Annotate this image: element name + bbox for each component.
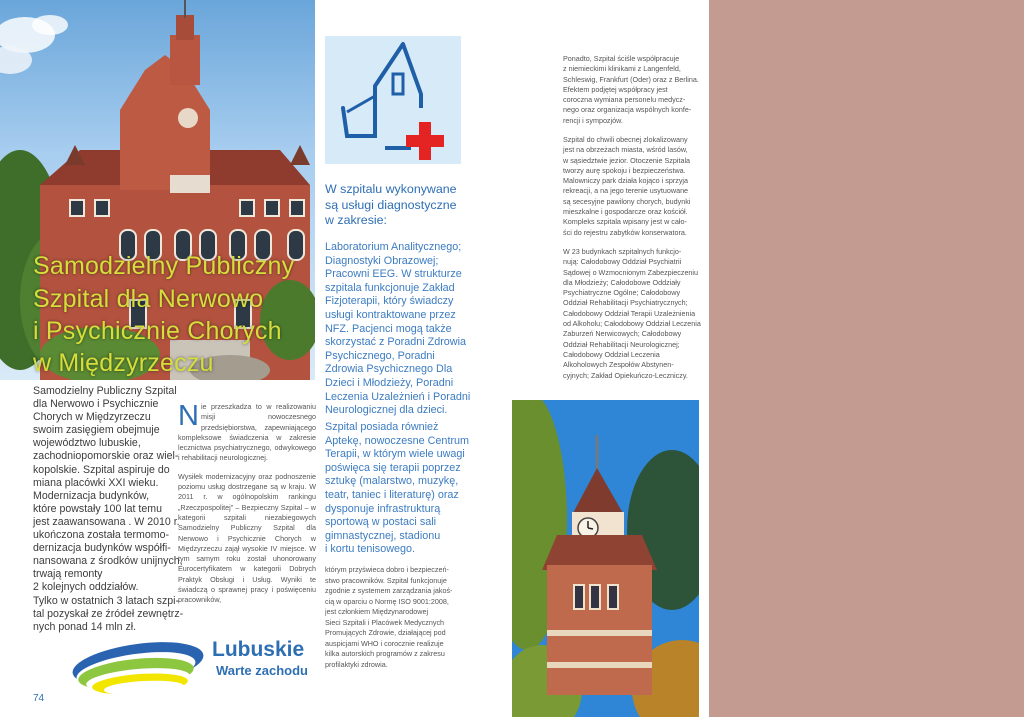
- heading-line: W szpitalu wykonywane: [325, 182, 457, 196]
- diag-line: Diagnostyki Obrazowej;: [325, 254, 439, 267]
- quality-line: zgodnie z systemem zarządzania jakoś-: [325, 586, 453, 595]
- title-line-1: Samodzielny Publiczny: [33, 252, 295, 280]
- diagnostics-list: [325, 241, 471, 418]
- dropcap: N: [178, 400, 199, 432]
- right-line: Całodobowy Oddział Terapii Uzależnienia: [563, 308, 696, 318]
- diagnostics-heading: [325, 182, 465, 229]
- intro-text: [33, 385, 184, 634]
- intro-line: nych ponad 14 mln zł.: [33, 620, 137, 633]
- hospital-building-photo: [0, 0, 315, 380]
- intro-line: swoim zasięgiem obejmuje: [33, 424, 160, 437]
- title-line-3: i Psychicznie Chorych: [33, 317, 282, 345]
- intro-line: które powstały 100 lat temu: [33, 502, 162, 515]
- right-line: tworzy aurę spokoju i bezpieczeństwa.: [563, 165, 686, 175]
- right-line: Oddział Rehabilitacji Psychiatrycznych;: [563, 298, 688, 308]
- apteka-text: [325, 421, 470, 557]
- right-line: w sąsiedztwie jezior. Otoczenie Szpitala: [563, 155, 691, 165]
- right-line: Efektem podjętej współpracy jest: [563, 84, 668, 94]
- quality-line: jest członkiem Międzynarodowej: [325, 607, 429, 616]
- diag-line: Dzieci i Młodzieży, Poradni: [325, 376, 454, 389]
- right-line: Sądowej o Wzmocnionym Zabezpieczeniu: [563, 267, 699, 277]
- diag-line: Pracowni EEG. W strukturze: [325, 268, 462, 281]
- diag-line: Psychicznego, Poradni: [325, 349, 435, 362]
- title-line-4: w Międzyrzeczu: [33, 349, 214, 377]
- right-line: rekreacji, a na jego terenie usytuowane: [563, 186, 689, 196]
- right-line: dla Młodzieży; Całodobowe Oddziały: [563, 277, 681, 287]
- quality-line: cią w oparciu o Normę ISO 9001:2008,: [325, 596, 449, 606]
- intro-line: zachodniopomorskie oraz wiel-: [33, 450, 179, 463]
- hospital-church-icon: [325, 36, 461, 164]
- right-line: jest na obrzeżach miasta, wśród lasów,: [563, 145, 688, 155]
- intro-line: jest zaawansowana . W 2010 r.: [33, 515, 180, 528]
- right-line: Zaburzeń Nerwicowych; Całodobowy: [563, 329, 682, 339]
- intro-line: dernizacja budynków współfi-: [33, 542, 171, 555]
- apteka-line: Aptekę, nowoczesne Centrum: [325, 434, 470, 447]
- mission-paragraph-text: ie przeszkadza to w realizowaniu misji nowoczesnego przedsiębiorstwa, zapewniającego kompleksowe świadczenia w zakresie lecznictwa psychiatrycznego, odwykowego i rehabilitacji neurologicznej.: [178, 402, 316, 463]
- title-line-2: Szpital dla Nerwowo: [33, 285, 264, 313]
- diag-line: Zdrowia Psychicznego Dla: [325, 363, 453, 376]
- mission-text: [178, 402, 316, 614]
- right-line: Alkoholowych Zespołów Abstynen-: [563, 360, 674, 370]
- right-line: nego oraz organizacja wspólnych konfe-: [563, 105, 692, 115]
- location-text: [563, 135, 699, 238]
- quality-line: Promujących Zdrowie, działającej pod: [325, 628, 446, 637]
- apteka-line: dysponuje infrastrukturą: [325, 502, 441, 515]
- quality-line: profilaktyki zdrowia.: [325, 659, 388, 669]
- quality-line: auspicjami WHO i corocznie realizuje: [325, 638, 444, 648]
- intro-line: 2 kolejnych oddziałów.: [33, 581, 139, 594]
- quality-line: Sieci Szpitali i Placówek Medycznych: [325, 617, 445, 627]
- diag-line: Fizjoterapii, który świadczy: [325, 295, 454, 308]
- right-line: cyjnych; Zakład Opiekuńczo-Leczniczy.: [563, 370, 688, 380]
- right-line: od Alkoholu; Całodobowy Oddział Leczenia: [563, 319, 701, 329]
- heading-line: w zakresie:: [325, 213, 387, 227]
- page-number: 74: [33, 693, 45, 704]
- right-line: Malowniczy park działa kojąco i sprzyja: [563, 176, 689, 186]
- intro-line: kopolskie. Szpital aspiruje do: [33, 463, 170, 476]
- quality-text: [325, 565, 463, 670]
- right-line: Ponadto, Szpital ściśle współpracuje: [563, 54, 680, 63]
- right-line: W 23 budynkach szpitalnych funkcjo-: [563, 247, 682, 256]
- intro-line: ukończona została termomo-: [33, 529, 170, 542]
- diag-line: usługi kontraktowane przez: [325, 308, 456, 321]
- right-line: coroczna wymiana personelu medycz-: [563, 95, 686, 105]
- diag-line: Laboratorium Analitycznego;: [325, 241, 462, 253]
- quality-line: którym przyświeca dobro i bezpieczeń-: [325, 565, 449, 574]
- intro-line: Samodzielny Publiczny Szpital: [33, 385, 177, 397]
- cooperation-text: [563, 54, 699, 126]
- intro-line: tal pozyskał ze źródeł zewnętrz-: [33, 607, 184, 620]
- right-line: rencji i sympozjów.: [563, 115, 623, 125]
- departments-text: [563, 247, 699, 381]
- intro-line: Tylko w ostatnich 3 latach szpi-: [33, 594, 180, 607]
- apteka-line: Szpital posiada również: [325, 421, 439, 433]
- right-line: Całodobowy Oddział Leczenia: [563, 349, 660, 359]
- right-line: Schleswig, Frankfurt (Oder) oraz z Berlina.: [563, 74, 699, 84]
- intro-line: województwo lubuskie,: [33, 437, 141, 450]
- quality-line: stwo pracowników. Szpital funkcjonuje: [325, 575, 447, 585]
- apteka-line: teatr, taniec i literaturę) oraz: [325, 488, 459, 501]
- apteka-line: i kortu tenisowego.: [325, 543, 416, 556]
- mission-paragraph: [178, 402, 316, 464]
- apteka-line: gimnastycznej, stadionu: [325, 529, 441, 542]
- right-line: są secesyjne pawilony chorych, budynki: [563, 196, 691, 206]
- apteka-line: sztukę (malarstwo, muzykę,: [325, 475, 459, 488]
- diag-line: NFZ. Pacjenci mogą także: [325, 322, 452, 335]
- logo-tagline: Warte zachodu: [216, 663, 308, 678]
- diag-line: Neurologicznej dla dzieci.: [325, 404, 448, 417]
- decorative-panel: [709, 0, 1024, 717]
- diag-line: skorzystać z Poradni Zdrowia: [325, 336, 467, 349]
- right-line: Oddział Rehabilitacji Neurologicznej;: [563, 339, 680, 349]
- intro-line: Chorych w Międzyrzeczu: [33, 411, 151, 424]
- right-line: Kompleks szpitala wpisany jest w cało-: [563, 217, 687, 227]
- right-line: ści do rejestru zabytków konserwatora.: [563, 227, 687, 237]
- right-line: Szpital do chwili obecnej zlokalizowany: [563, 135, 688, 144]
- right-line: z niemieckimi klinikami z Langenfeld,: [563, 64, 681, 74]
- clock-tower-photo: [512, 400, 699, 717]
- diag-line: Leczenia Uzależnień i Poradni: [325, 390, 471, 403]
- lubuskie-logo: [70, 630, 320, 700]
- quality-line: kilka autorskich programów z zakresu: [325, 649, 445, 658]
- diag-line: szpitala funkcjonuje Zakład: [325, 281, 455, 294]
- apteka-line: poświęca się terapii poprzez: [325, 461, 461, 474]
- right-line: Psychiatryczne Ogólne; Całodobowy: [563, 288, 681, 298]
- intro-line: trwają remonty: [33, 568, 103, 581]
- logo-name: Lubuskie: [212, 638, 305, 661]
- intro-line: nansowana z środków unijnych,: [33, 555, 183, 568]
- heading-line: są usługi diagnostyczne: [325, 197, 457, 212]
- intro-line: Modernizacja budynków,: [33, 489, 150, 502]
- right-line: mieszkalne i gospodarcze oraz kościół.: [563, 207, 688, 217]
- intro-line: dla Nerwowo i Psychicznie: [33, 398, 159, 411]
- ranking-paragraph: Wysiłek modernizacyjny oraz podnoszenie poziomu usług dostrzegane są w kraju. W 2011 r. w ogólnopolskim rankingu „Rzeczpospolitej” – Bezpieczny Szpital – w kategorii szpitali niezabiegowych Samodzielny Publiczny Szpital dla Nerwowo i Psychicznie Chorych w Międzyrzeczu zajął wysokie IV miejsce. W tym samym roku został uhonorowany Eurocertyfikatem w kategorii Dobrych Praktyk Obsługi i Usług. Wyniki te świadczą o sprawnej pracy i poświęceniu pracowników,: [178, 471, 316, 605]
- apteka-line: Terapii, w którym wiele uwagi: [325, 448, 465, 461]
- intro-line: miana placówki XXI wieku.: [33, 476, 159, 489]
- right-line: nują: Całodobowy Oddział Psychiatrii: [563, 257, 682, 267]
- apteka-line: sportową w postaci sali: [325, 516, 437, 529]
